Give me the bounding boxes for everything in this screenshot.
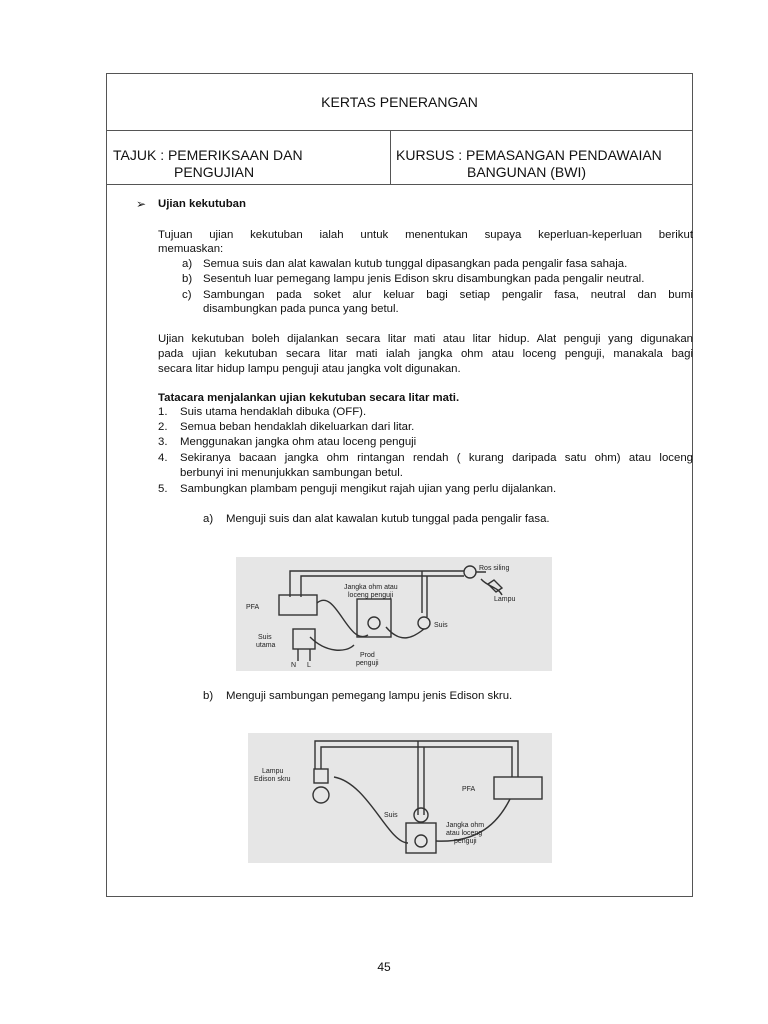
d1-suis-utama-label-2: utama bbox=[256, 642, 276, 649]
step-3-marker: 3. bbox=[158, 436, 168, 448]
sub-a-text: Menguji suis dan alat kawalan kutub tunggal pada pengalir fasa. bbox=[226, 513, 550, 525]
d1-l-label: L bbox=[307, 662, 311, 669]
req-b-text: Sesentuh luar pemegang lampu jenis Edison skru disambungkan pada pengalir neutral. bbox=[203, 273, 645, 285]
step-3-text: Menggunakan jangka ohm atau loceng penguji bbox=[180, 436, 417, 448]
d2-lampu-label-1: Lampu bbox=[262, 768, 284, 775]
req-b-marker: b) bbox=[182, 273, 193, 285]
d1-n-label: N bbox=[291, 662, 297, 669]
sub-b-text: Menguji sambungan pemegang lampu jenis Edison skru. bbox=[226, 690, 513, 702]
sheet-title-text: KERTAS PENERANGAN bbox=[321, 94, 478, 110]
step-4-text-line2: berbunyi ini menunjukkan sambungan betul. bbox=[180, 467, 403, 479]
req-a-text: Semua suis dan alat kawalan kutub tunggal dipasangkan pada pengalir fasa sahaja. bbox=[203, 258, 628, 270]
d2-suis-label: Suis bbox=[384, 812, 398, 819]
sub-b-marker: b) bbox=[203, 690, 214, 702]
d2-jangka-label-2: atau loceng bbox=[446, 830, 483, 837]
diagram-edison-test bbox=[248, 733, 552, 863]
d2-jangka-label-3: penguji bbox=[454, 838, 477, 845]
bullet-arrow-icon: ➢ bbox=[136, 197, 147, 211]
para2-line1: Ujian kekutuban boleh dijalankan secara litar mati atau litar hidup. Alat penguji yang digunakan bbox=[158, 333, 693, 345]
d2-jangka-label-1: Jangka ohm bbox=[446, 822, 485, 829]
d1-prod-label-1: Prod bbox=[360, 652, 375, 659]
d1-lampu-label: Lampu bbox=[494, 596, 516, 603]
d1-prod-label-2: penguji bbox=[356, 660, 379, 667]
sheet-title bbox=[107, 74, 692, 131]
kursus-line1: KURSUS : PEMASANGAN PENDAWAIAN bbox=[396, 147, 662, 163]
d1-pfa-label: PFA bbox=[246, 604, 260, 611]
d1-suis-utama-label-1: Suis bbox=[258, 634, 272, 641]
req-c-text-line2: disambungkan pada punca yang betul. bbox=[203, 303, 399, 315]
d1-suis-label: Suis bbox=[434, 622, 448, 629]
tajuk-cell bbox=[107, 130, 391, 184]
diagram-switch-test bbox=[236, 557, 552, 671]
req-c-text-line1: Sambungan pada soket alur keluar bagi setiap pengalir fasa, neutral dan bumi bbox=[203, 289, 693, 301]
header-row bbox=[107, 130, 692, 185]
step-2-marker: 2. bbox=[158, 421, 168, 433]
section-heading: Ujian kekutuban bbox=[158, 198, 246, 210]
step-4-marker: 4. bbox=[158, 452, 168, 464]
page-number: 45 bbox=[377, 960, 391, 974]
d2-lampu-label-2: Edison skru bbox=[254, 776, 291, 783]
req-a-marker: a) bbox=[182, 258, 193, 270]
step-5-text: Sambungkan plambam penguji mengikut rajah ujian yang perlu dijalankan. bbox=[180, 483, 557, 495]
d1-jangka-label-1: Jangka ohm atau bbox=[344, 584, 398, 591]
tajuk-line2: PENGUJIAN bbox=[174, 164, 255, 180]
kursus-line2: BANGUNAN (BWI) bbox=[467, 164, 586, 180]
sub-a-marker: a) bbox=[203, 513, 214, 525]
kursus-cell bbox=[391, 130, 692, 184]
procedure-heading: Tatacara menjalankan ujian kekutuban secara litar mati. bbox=[158, 392, 460, 404]
req-c-marker: c) bbox=[182, 289, 192, 301]
d1-jangka-label-2: loceng penguji bbox=[348, 592, 394, 599]
step-4-text-line1: Sekiranya bacaan jangka ohm rintangan rendah ( kurang daripada satu ohm) atau loceng bbox=[180, 452, 693, 464]
step-1-marker: 1. bbox=[158, 406, 168, 418]
para2-line2: pada ujian kekutuban secara litar mati ialah jangka ohm atau loceng penguji, manakala bagi bbox=[158, 348, 693, 360]
d2-pfa-label: PFA bbox=[462, 786, 476, 793]
step-5-marker: 5. bbox=[158, 483, 168, 495]
diagram-edison-test-drawing bbox=[248, 733, 552, 863]
diagram-switch-test-drawing bbox=[236, 557, 552, 671]
intro-line1: Tujuan ujian kekutuban ialah untuk menentukan supaya keperluan-keperluan berikut bbox=[158, 229, 693, 241]
d1-ros-label: Ros siling bbox=[479, 565, 510, 572]
step-1-text: Suis utama hendaklah dibuka (OFF). bbox=[180, 406, 367, 418]
tajuk-line1: TAJUK : PEMERIKSAAN DAN bbox=[113, 147, 303, 163]
para2-line3: secara litar hidup lampu penguji atau jangka volt digunakan. bbox=[158, 363, 461, 375]
step-2-text: Semua beban hendaklah dikeluarkan dari litar. bbox=[180, 421, 415, 433]
intro-line2: memuaskan: bbox=[158, 243, 224, 255]
